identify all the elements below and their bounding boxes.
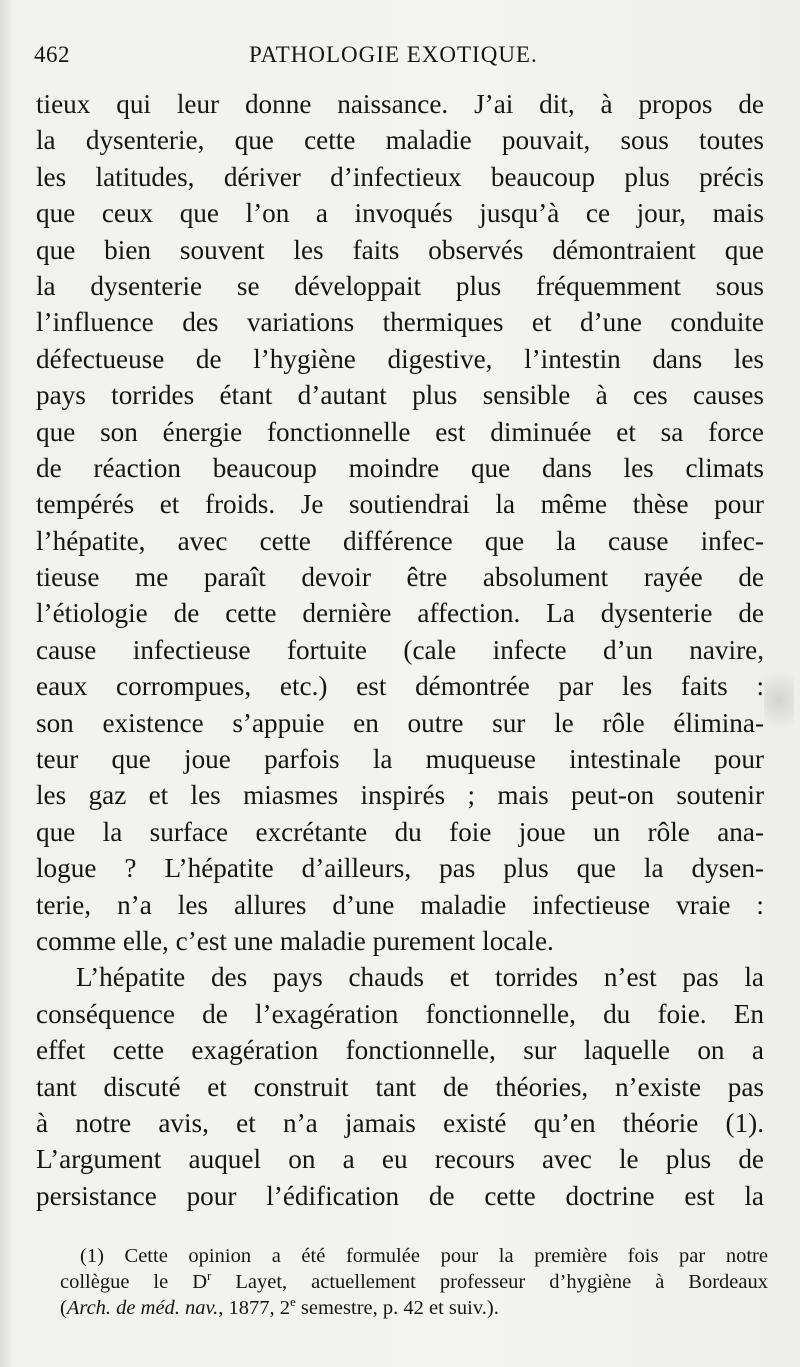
text-line: cause infectieuse fortuite (cale infecte d’un navire, [36,634,764,665]
body-text [36,86,764,1214]
footnote-line: (1) Cette opinion a été formulée pour la première fois par notre [80,1245,768,1267]
text-line: L’argument auquel on a eu recours avec le plus de [36,1144,764,1175]
footnote-text: , 1877, 2 [218,1297,290,1319]
text-line: logue ? L’hépatite d’ailleurs, pas plus que la dysen- [36,853,764,884]
text-line: pays torrides étant d’autant plus sensible à ces causes [36,380,764,411]
text-line: les gaz et les miasmes inspirés ; mais peut-on soutenir [36,780,764,811]
text-line: son existence s’appuie en outre sur le rôle élimina- [36,707,764,738]
text-line: eaux corrompues, etc.) est démontrée par les faits : [36,671,764,702]
paper-stain [764,660,794,740]
text-line: que bien souvent les faits observés démontraient que [36,234,764,265]
footnote-text: ( [60,1297,67,1319]
text-line: l’étiologie de cette dernière affection. La dysenterie de [36,598,764,629]
footnote [60,1243,768,1321]
text-line: teur que joue parfois la muqueuse intestinale pour [36,744,764,775]
text-line: de réaction beaucoup moindre que dans les climats [36,452,764,483]
text-line: comme elle, c’est une maladie purement locale. [36,925,554,956]
text-line: que son énergie fonctionnelle est diminuée et sa force [36,416,764,447]
text-line: l’influence des variations thermiques et d’une conduite [36,307,764,338]
text-line: l’hépatite, avec cette différence que la cause infec- [36,525,764,556]
page-header [34,42,766,76]
text-line: défectueuse de l’hygiène digestive, l’intestin dans les [36,343,764,374]
superscript: e [290,1294,296,1310]
footnote-text: collègue le D [60,1271,208,1293]
paragraph-2 [36,959,764,1214]
text-line: que ceux que l’on a invoqués jusqu’à ce jour, mais [36,198,764,229]
paragraph-1 [36,86,764,959]
footnote-text: Layet, actuellement professeur d’hygiène à Bordeaux [211,1271,768,1293]
text-line: tempérés et froids. Je soutiendrai la même thèse pour [36,489,764,520]
text-line: persistance pour l’édification de cette doctrine est la [36,1180,764,1211]
text-line: terie, n’a les allures d’une maladie infectieuse vraie : [36,889,764,920]
text-line: la dysenterie se développait plus fréquemment sous [36,270,764,301]
superscript: r [207,1268,212,1284]
text-line: à notre avis, et n’a jamais existé qu’en théorie (1). [36,1107,764,1138]
footnote-line [60,1295,768,1321]
journal-title: Arch. de méd. nav. [66,1297,219,1319]
text-line: les latitudes, dériver d’infectieux beaucoup plus précis [36,161,764,192]
running-head: PATHOLOGIE EXOTIQUE. [249,42,538,67]
text-line: L’hépatite des pays chauds et torrides n’est pas la [76,962,764,993]
footnote-line [60,1269,768,1295]
text-line: tieuse me paraît devoir être absolument rayée de [36,562,764,593]
page-number: 462 [34,42,70,67]
text-line: que la surface excrétante du foie joue un rôle ana- [36,816,764,847]
text-line: tant discuté et construit tant de théories, n’existe pas [36,1071,764,1102]
footnote-text: semestre, p. 42 et suiv.). [295,1297,499,1319]
text-line: effet cette exagération fonctionnelle, sur laquelle on a [36,1035,764,1066]
text-line: la dysenterie, que cette maladie pouvait, sous toutes [36,125,764,156]
text-line: conséquence de l’exagération fonctionnelle, du foie. En [36,998,764,1029]
text-line: tieux qui leur donne naissance. J’ai dit, à propos de [36,89,764,119]
